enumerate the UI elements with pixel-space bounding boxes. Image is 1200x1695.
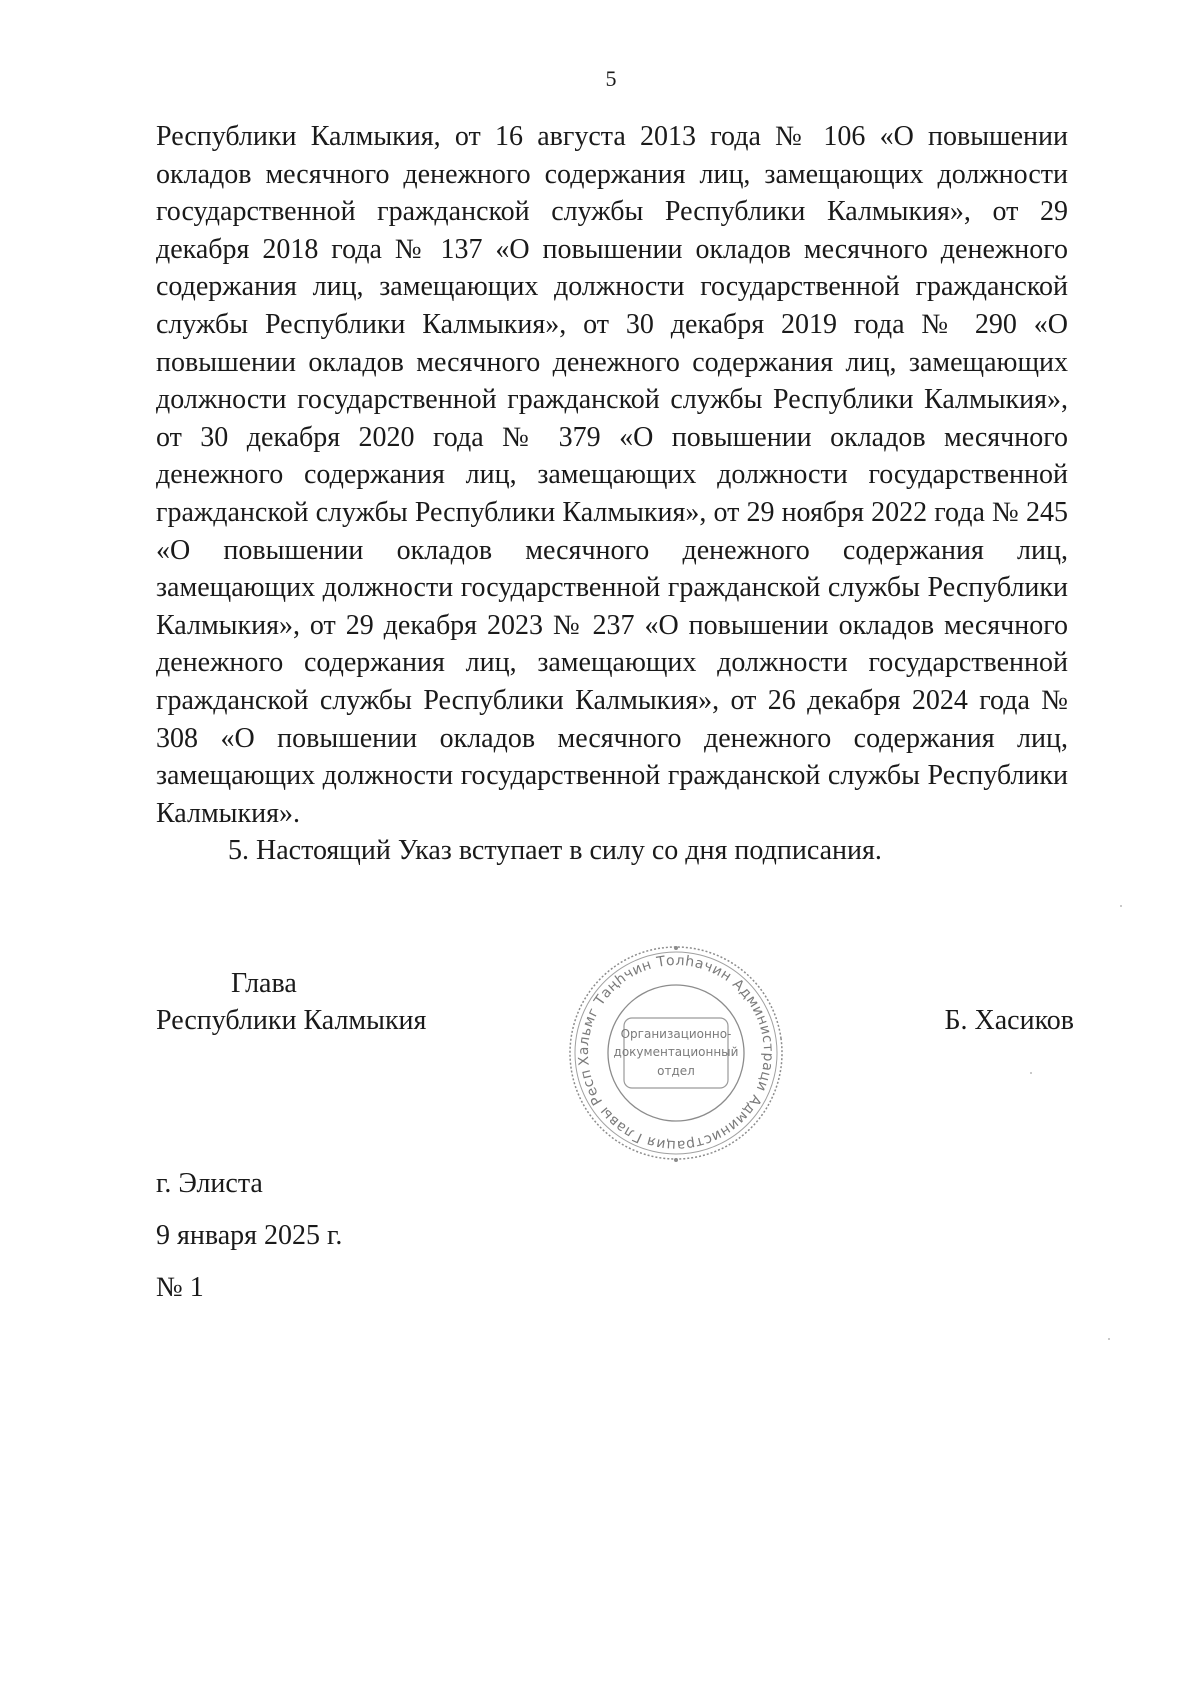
seal-star-bottom xyxy=(674,1158,678,1162)
seal-star-top xyxy=(674,946,678,950)
document-number: № 1 xyxy=(156,1272,204,1303)
signatory-title: Глава xyxy=(231,968,297,999)
signatory-name: Б. Хасиков xyxy=(944,1005,1074,1036)
document-date: 9 января 2025 г. xyxy=(156,1220,343,1251)
page-number: 5 xyxy=(605,66,617,91)
scan-speck xyxy=(1120,905,1122,907)
seal-center-line-3: отдел xyxy=(657,1064,695,1078)
scan-speck xyxy=(1030,1072,1032,1074)
clause-5: 5. Настоящий Указ вступает в силу со дня подписания. xyxy=(228,835,882,867)
scan-speck xyxy=(1108,1338,1110,1340)
seal-outer-text: Хальмг Таңһчин Толһачин Администраци Администрация Главы Республики xyxy=(575,952,777,1154)
seal-center-line-2: документационный xyxy=(613,1045,739,1059)
official-seal-stamp xyxy=(556,938,796,1168)
document-body xyxy=(156,118,1068,870)
seal-center-line-1: Организационно- xyxy=(620,1027,732,1041)
document-place: г. Элиста xyxy=(156,1168,263,1199)
body-paragraph: Республики Калмыкия, от 16 августа 2013 года № 106 «О повышении окладов месячного денежного содержания лиц, замещающих должности государственной гражданской службы Республики Калмыкия», от 29 декабря 2018 года № 137 «О повышении окладов месячного денежного содержания лиц, замещающих должности государственной гражданской службы Республики Калмыкия», от 30 декабря 2019 года № 290 «О повышении окладов месячного денежного содержания лиц, замещающих должности государственной гражданской службы Республики Калмыкия», от 30 декабря 2020 года № 379 «О повышении окладов месячного денежного содержания лиц, замещающих должности государственной гражданской службы Республики Калмыкия», от 29 ноября 2022 года № 245 «О повышении окладов месячного денежного содержания лиц, замещающих должности государственной гражданской службы Республики Калмыкия», от 29 декабря 2023 № 237 «О повышении окладов месячного денежного содержания лиц, замещающих должности государственной гражданской службы Республики Калмыкия», от 26 декабря 2024 года № 308 «О повышении окладов месячного денежного содержания лиц, замещающих должности государственной гражданской службы Республики Калмыкия». xyxy=(156,121,1068,829)
signatory-organization: Республики Калмыкия xyxy=(156,1005,427,1036)
